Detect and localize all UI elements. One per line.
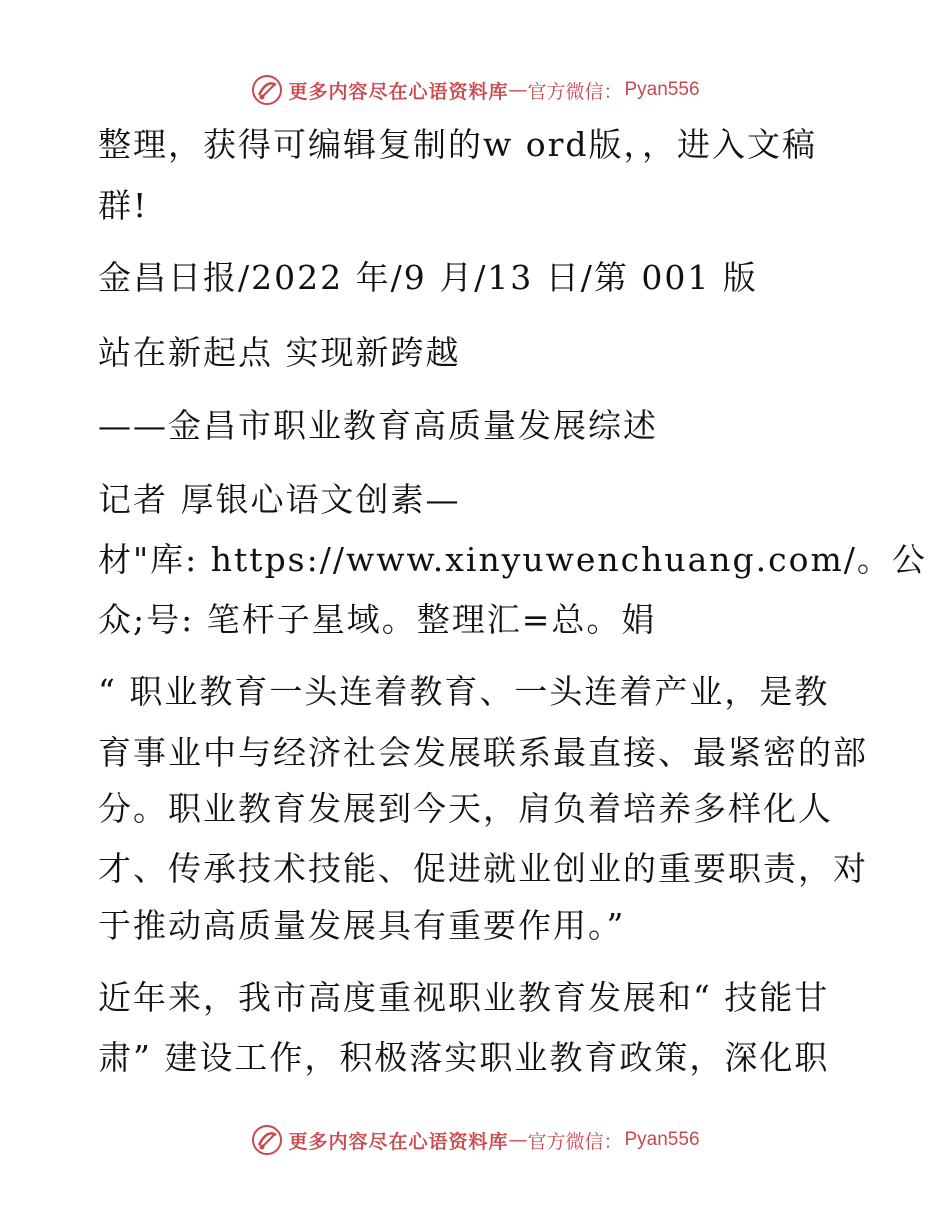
banner-wechat-id: Pyan556 <box>624 79 700 100</box>
footer-watermark-banner <box>0 1120 950 1160</box>
banner-title: 更多内容尽在心语资料库 <box>288 80 509 103</box>
text-line: 材"库: https://www.xinyuwenchuang.com/。公 <box>98 540 927 579</box>
paragraph-line: 才、传承技术技能、促进就业创业的重要职责，对 <box>98 849 868 888</box>
text-line: 群! <box>98 186 149 225</box>
banner-wechat-label: 官方微信： <box>527 1130 623 1153</box>
article-subtitle: ——金昌市职业教育高质量发展综述 <box>98 406 658 445</box>
byline: 记者 厚银心语文创素— <box>98 480 461 519</box>
banner-dash: — <box>508 1129 528 1151</box>
brand-logo-icon <box>250 73 284 107</box>
banner-wechat-label: 官方微信： <box>527 80 623 103</box>
banner-wechat-id: Pyan556 <box>624 1129 700 1150</box>
paragraph-line: 肃” 建设工作，积极落实职业教育政策，深化职 <box>98 1038 830 1077</box>
paragraph-line: 分。职业教育发展到今天，肩负着培养多样化人 <box>98 789 833 828</box>
brand-logo-icon <box>250 1123 284 1157</box>
article-title: 站在新起点 实现新跨越 <box>98 333 461 372</box>
text-line: 整理，获得可编辑复制的w ord版，，进入文稿 <box>98 125 818 164</box>
paragraph-line: 育事业中与经济社会发展联系最直接、最紧密的部 <box>98 733 868 772</box>
paragraph-line: “ 职业教育一头连着教育、一头连着产业，是教 <box>98 672 830 711</box>
text-line: 众;号: 笔杆子星域。整理汇=总。娟 <box>98 600 657 639</box>
banner-dash: — <box>508 79 528 101</box>
text-line: 金昌日报/2022 年/9 月/13 日/第 001 版 <box>98 258 758 297</box>
paragraph-line: 近年来，我市高度重视职业教育发展和“ 技能甘 <box>98 978 830 1017</box>
header-watermark-banner <box>0 70 950 110</box>
paragraph-line: 于推动高质量发展具有重要作用。” <box>98 906 626 945</box>
banner-title: 更多内容尽在心语资料库 <box>288 1130 509 1153</box>
